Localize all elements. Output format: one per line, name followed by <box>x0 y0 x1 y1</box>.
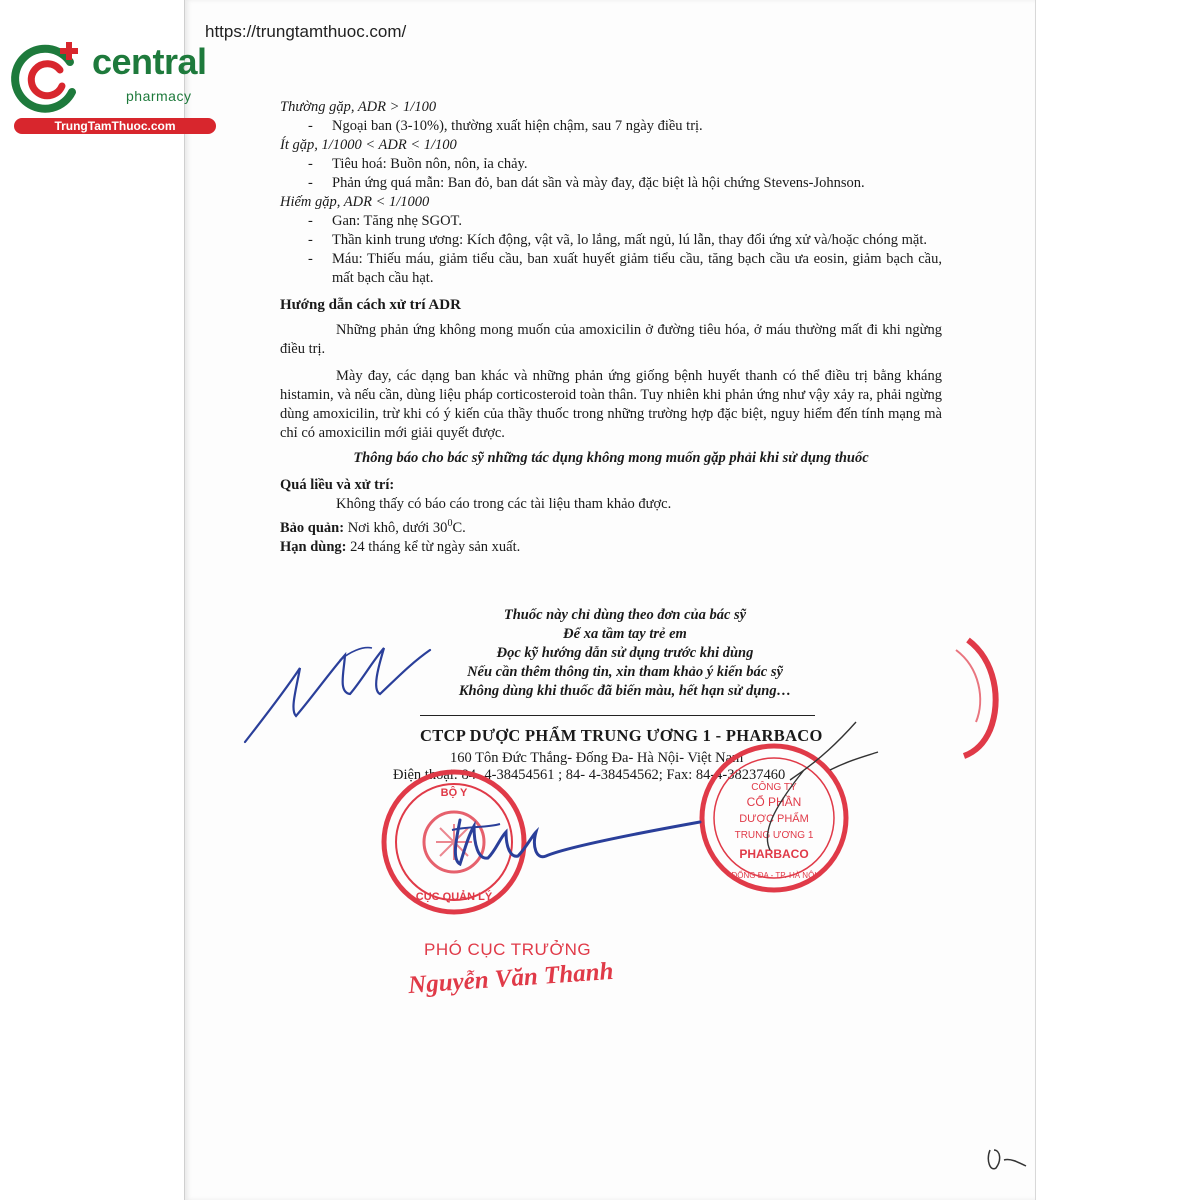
adr-common-heading: Thường gặp, ADR > 1/100 <box>280 99 437 115</box>
bullet-dash: - <box>308 118 313 134</box>
adr-rare-heading: Hiếm gặp, ADR < 1/1000 <box>280 194 430 210</box>
bullet-dash: - <box>308 156 313 172</box>
logo-website-bar: TrungTamThuoc.com <box>14 118 216 134</box>
page-initials <box>988 1150 1026 1169</box>
ministry-stamp <box>384 772 524 912</box>
ministry-stamp-bottom: CỤC QUẢN LÝ <box>415 891 493 903</box>
company-stamp <box>702 746 846 890</box>
adr-uncommon-item: Tiêu hoá: Buồn nôn, nôn, ỉa chảy. <box>332 156 528 172</box>
overdose-text: Không thấy có báo cáo trong các tài liệu tham khảo được. <box>336 496 672 512</box>
official-name: Nguyễn Văn Thanh <box>407 957 615 1000</box>
adr-guide-paragraph: Những phản ứng không mong muốn của amoxicilin ở đường tiêu hóa, ở máu thường mất đi khi ngừng điều trị. <box>280 322 942 357</box>
report-notice: Thông báo cho bác sỹ những tác dụng không mong muốn gặp phải khi sử dụng thuốc <box>353 450 869 466</box>
warning-line: Để xa tầm tay trẻ em <box>563 626 687 642</box>
left-signature <box>245 648 430 742</box>
expiry-text: 24 tháng kể từ ngày sản xuất. <box>350 538 521 555</box>
source-url: https://trungtamthuoc.com/ <box>205 22 407 41</box>
adr-guide-paragraph: Mày đay, các dạng ban khác và những phản ứng giống bệnh huyết thanh có thể điều trị bằng kháng histamin, và nếu cần, dùng liệu pháp corticosteroid toàn thân. Tuy nhiên khi phản ứng như vậy xảy ra, phải ngừng dùng amoxicilin, trừ khi có ý kiến của thầy thuốc trong những trường hợp đặc biệt, nguy hiểm đến tính mạng mà chỉ có amoxicilin mới giải quyết được. <box>280 368 942 441</box>
company-name: CTCP DƯỢC PHẨM TRUNG ƯƠNG 1 - PHARBACO <box>420 726 823 745</box>
adr-rare-item: Gan: Tăng nhẹ SGOT. <box>332 213 462 229</box>
company-address: 160 Tôn Đức Thắng- Đống Đa- Hà Nội- Việt Nam <box>450 750 744 766</box>
adr-uncommon-item: Phản ứng quá mẫn: Ban đỏ, ban dát sần và mày đay, đặc biệt là hội chứng Stevens-Johnson. <box>332 175 865 191</box>
bullet-dash: - <box>308 213 313 229</box>
company-stamp-line: CỔ PHẦN <box>746 795 802 809</box>
storage-text: Nơi khô, dưới 30 <box>347 519 448 536</box>
logo-brand: central <box>92 41 207 82</box>
company-stamp-bottom: ĐỐNG ĐA - TP. HÀ NỘI <box>731 871 817 880</box>
overdose-heading: Quá liều và xử trí: <box>280 477 395 493</box>
bullet-dash: - <box>308 232 313 248</box>
storage-degree: 0 <box>447 518 453 529</box>
company-stamp-line: TRUNG ƯƠNG 1 <box>734 830 814 841</box>
logo-subtitle: pharmacy <box>126 88 192 104</box>
warning-line: Thuốc này chỉ dùng theo đơn của bác sỹ <box>503 607 747 623</box>
warning-line: Nếu cần thêm thông tin, xin tham khảo ý kiến bác sỹ <box>467 664 783 680</box>
company-stamp-brand: PHARBACO <box>739 847 809 861</box>
adr-guide-heading: Hướng dẫn cách xử trí ADR <box>280 297 461 313</box>
expiry-label: Hạn dùng: <box>280 538 347 555</box>
bullet-dash: - <box>308 251 313 267</box>
adr-uncommon-heading: Ít gặp, 1/1000 < ADR < 1/100 <box>280 137 457 153</box>
company-stamp-line: DƯỢC PHẨM <box>739 813 809 825</box>
warning-line: Không dùng khi thuốc đã biến màu, hết hạn sử dụng… <box>458 683 792 699</box>
storage-label: Bảo quản: <box>280 519 345 536</box>
warning-line: Đọc kỹ hướng dẫn sử dụng trước khi dùng <box>496 645 754 661</box>
adr-rare-item: Máu: Thiếu máu, giảm tiểu cầu, ban xuất huyết giảm tiểu cầu, tăng bạch cầu ưa eosin, giảm bạch cầu, mất bạch cầu hạt. <box>332 251 942 286</box>
company-phone: Điện thoại: 84- 4-38454561 ; 84- 4-38454562; Fax: 84-4-38237460 <box>393 767 786 783</box>
official-signature <box>455 820 700 864</box>
adr-rare-item: Thần kinh trung ương: Kích động, vật vã, lo lắng, mất ngủ, lú lẫn, thay đổi ứng xử và/hoặc chóng mặt. <box>332 232 928 248</box>
official-title: PHÓ CỤC TRƯỞNG <box>424 940 592 959</box>
bullet-dash: - <box>308 175 313 191</box>
adr-common-item: Ngoại ban (3-10%), thường xuất hiện chậm, sau 7 ngày điều trị. <box>332 118 703 134</box>
ministry-stamp-top: BỘ Y <box>440 787 468 799</box>
storage-unit: C. <box>452 519 466 536</box>
company-stamp-line: CÔNG TY <box>751 782 797 793</box>
